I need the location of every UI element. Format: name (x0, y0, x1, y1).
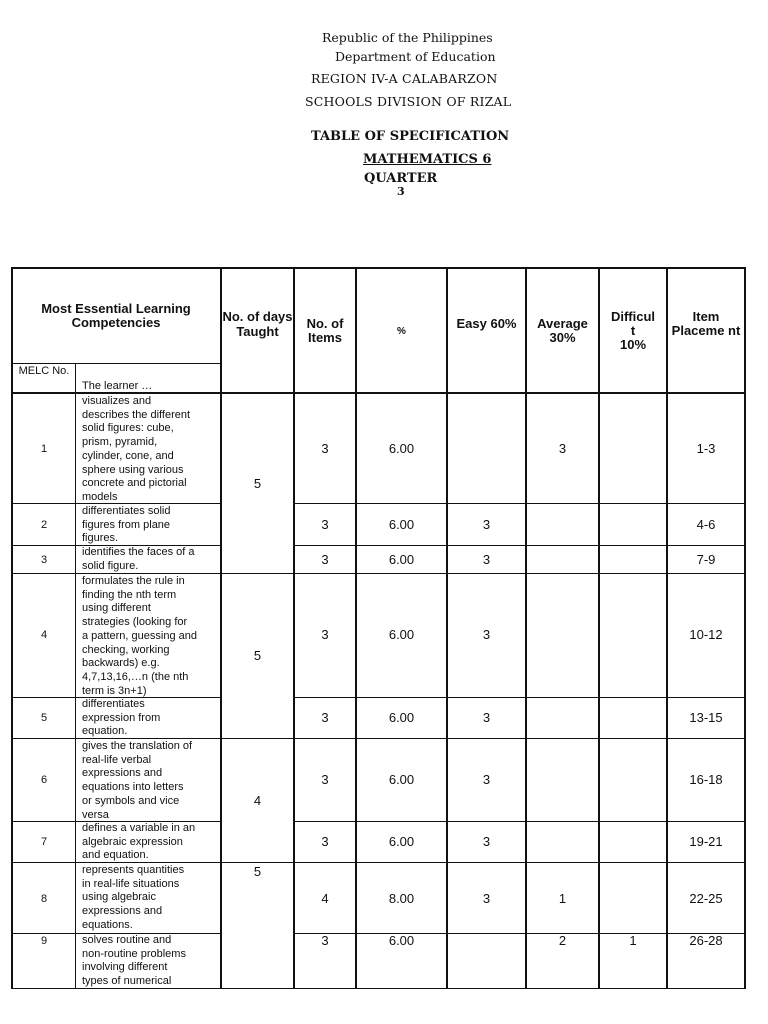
cell-easy: 3 (482, 517, 491, 532)
cell-no: 6 (40, 774, 48, 786)
days-group-1: 5 (253, 476, 262, 491)
cell-no: 3 (40, 554, 48, 566)
cell-percent: 6.00 (388, 710, 415, 725)
header-average: Average 30% (537, 316, 588, 345)
cell-competency: identifies the faces of a solid figure. (82, 546, 195, 572)
cell-no: 5 (40, 712, 48, 724)
cell-no: 9 (40, 935, 48, 947)
cell-percent: 6.00 (388, 517, 415, 532)
header-percent: % (397, 326, 406, 337)
cell-percent: 6.00 (388, 552, 415, 567)
header-item-placement: Item Placeme nt (671, 309, 741, 338)
cell-placement: 16-18 (689, 772, 723, 787)
header-melc-no: MELC No. (18, 365, 70, 377)
cell-items: 3 (321, 627, 329, 642)
cell-items: 3 (321, 441, 329, 456)
header-difficult: Difficul t 10% (610, 309, 656, 352)
cell-no: 7 (40, 836, 48, 848)
cell-easy: 3 (482, 627, 491, 642)
cell-difficult: 1 (629, 933, 637, 948)
cell-competency: differentiates solid figures from plane figures. (82, 505, 171, 545)
quarter-value: 3 (397, 185, 405, 198)
cell-placement: 1-3 (696, 441, 716, 456)
cell-easy: 3 (482, 891, 491, 906)
quarter-label: QUARTER (364, 171, 438, 186)
cell-placement: 7-9 (696, 552, 716, 567)
cell-no: 8 (40, 893, 48, 905)
header-division: SCHOOLS DIVISION OF RIZAL (305, 94, 512, 109)
cell-placement: 26-28 (689, 933, 723, 948)
cell-no: 4 (40, 629, 48, 641)
cell-average: 2 (558, 933, 567, 948)
cell-percent: 6.00 (388, 933, 415, 948)
cell-placement: 22-25 (689, 891, 723, 906)
cell-competency: formulates the rule in finding the nth term using different strategies (looking for a pattern, guessing and checking, working backwards) e.g. 4,7,13,16,…n (the nth term is 3n+1) (82, 575, 197, 697)
cell-percent: 6.00 (388, 627, 415, 642)
cell-easy: 3 (482, 772, 491, 787)
days-group-3: 4 (253, 793, 262, 808)
cell-average: 1 (558, 891, 567, 906)
header-learner: The learner … (82, 380, 153, 392)
cell-items: 3 (321, 552, 329, 567)
cell-competency: differentiates expression from equation. (82, 698, 161, 738)
cell-average: 3 (558, 441, 567, 456)
cell-percent: 8.00 (388, 891, 415, 906)
cell-percent: 6.00 (388, 441, 415, 456)
cell-items: 3 (321, 834, 329, 849)
cell-items: 3 (321, 933, 329, 948)
cell-easy: 3 (482, 552, 491, 567)
cell-percent: 6.00 (388, 772, 415, 787)
subject-title: MATHEMATICS 6 (363, 152, 492, 167)
cell-competency: defines a variable in an algebraic expression and equation. (82, 822, 196, 862)
cell-no: 2 (40, 519, 48, 531)
cell-items: 3 (321, 710, 329, 725)
cell-easy: 3 (482, 834, 491, 849)
cell-easy: 3 (482, 710, 491, 725)
cell-competency: solves routine and non-routine problems involving different types of numerical (82, 934, 186, 988)
cell-items: 3 (321, 772, 329, 787)
cell-percent: 6.00 (388, 834, 415, 849)
cell-items: 3 (321, 517, 329, 532)
cell-no: 1 (40, 443, 48, 455)
header-department: Department of Education (335, 49, 496, 64)
cell-placement: 19-21 (689, 834, 723, 849)
header-no-items: No. of Items (306, 316, 344, 345)
days-group-4: 5 (253, 864, 262, 879)
header-days-taught: No. of days Taught (222, 309, 293, 339)
cell-items: 4 (321, 891, 329, 906)
document-title: TABLE OF SPECIFICATION (311, 129, 510, 144)
header-easy: Easy 60% (456, 316, 517, 331)
header-region: REGION IV-A CALABARZON (311, 71, 498, 86)
cell-placement: 4-6 (696, 517, 716, 532)
cell-competency: visualizes and describes the different solid figures: cube, prism, pyramid, cylinder, cone, and sphere using various concrete and pictorial models (82, 395, 191, 503)
header-republic: Republic of the Philippines (322, 30, 493, 45)
cell-competency: represents quantities in real-life situations using algebraic expressions and equations. (82, 864, 185, 931)
cell-competency: gives the translation of real-life verbal expressions and equations into letters or symbols and vice versa (82, 740, 193, 821)
header-competencies: Most Essential Learning Competencies (41, 301, 191, 330)
cell-placement: 13-15 (689, 710, 723, 725)
cell-placement: 10-12 (689, 627, 723, 642)
days-group-2: 5 (253, 648, 262, 663)
